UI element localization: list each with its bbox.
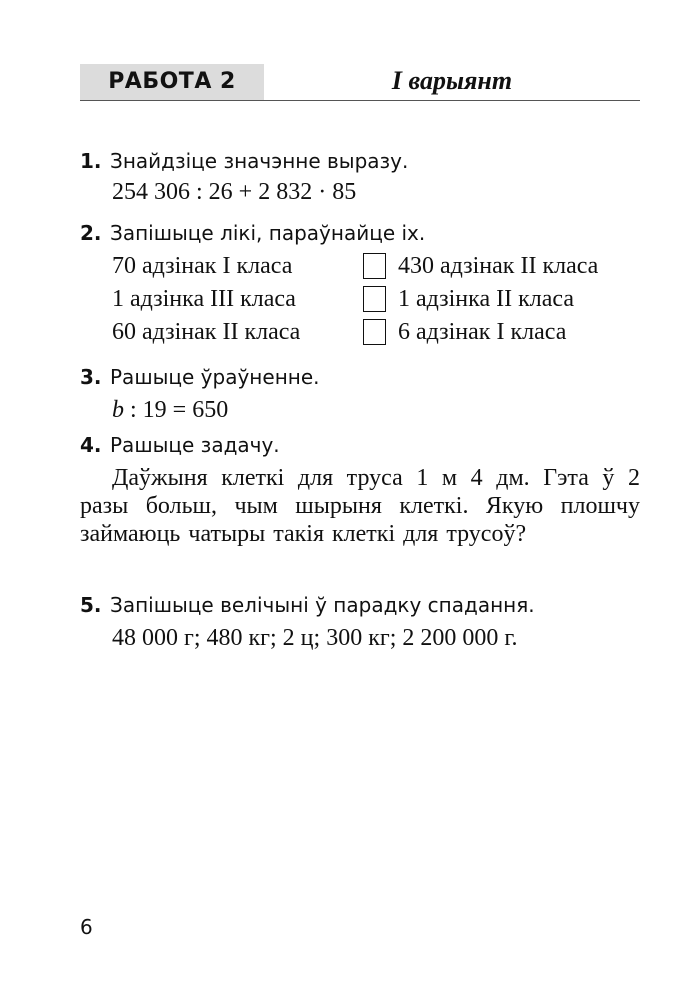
comparison-3-left: 60 адзінак II класа [112,319,301,345]
comparison-2-answer-box[interactable] [363,286,386,312]
variant-title: І варыянт [391,66,513,95]
comparison-2-left: 1 адзінка III класа [112,286,296,312]
comparison-1-right: 430 адзінак II класа [398,253,599,279]
equation-rest: : 19 = 650 [124,397,229,423]
task-5-instruction: Запішыце велічыні ў парадку спадання. [110,593,535,617]
comparison-3-right: 6 адзінак I класа [398,319,567,345]
comparison-3-answer-box[interactable] [363,319,386,345]
task-3-equation [112,394,228,426]
page-number: 6 [80,915,93,939]
comparison-2-right: 1 адзінка II класа [398,286,574,312]
task-4-instruction: Рашыце задачу. [110,433,280,457]
comparison-1-answer-box[interactable] [363,253,386,279]
task-4-problem-text: Даўжыня клеткі для труса 1 м 4 дм. Гэта ў 2 разы больш, чым шырыня клеткі. Якую плошчу займаюць чатыры такія клеткі для трусоў? [80,465,640,547]
task-3-number: 3. [80,365,102,389]
task-4-number: 4. [80,433,102,457]
task-3-instruction: Рашыце ўраўненне. [110,365,320,389]
task-2-number: 2. [80,221,102,245]
work-header [80,64,640,101]
task-1-expression: 254 306 : 26 + 2 832 · 85 [112,179,357,205]
task-5-number: 5. [80,593,102,617]
task-5-values: 48 000 г; 480 кг; 2 ц; 300 кг; 2 200 000 г. [112,625,518,651]
work-title: РАБОТА 2 [80,64,264,100]
task-1-number: 1. [80,149,102,173]
task-1-instruction: Знайдзіце значэнне выразу. [110,149,409,173]
equation-variable: b [112,397,124,423]
comparison-1-left: 70 адзінак I класа [112,253,293,279]
task-2-instruction: Запішыце лікі, параўнайце іх. [110,221,426,245]
